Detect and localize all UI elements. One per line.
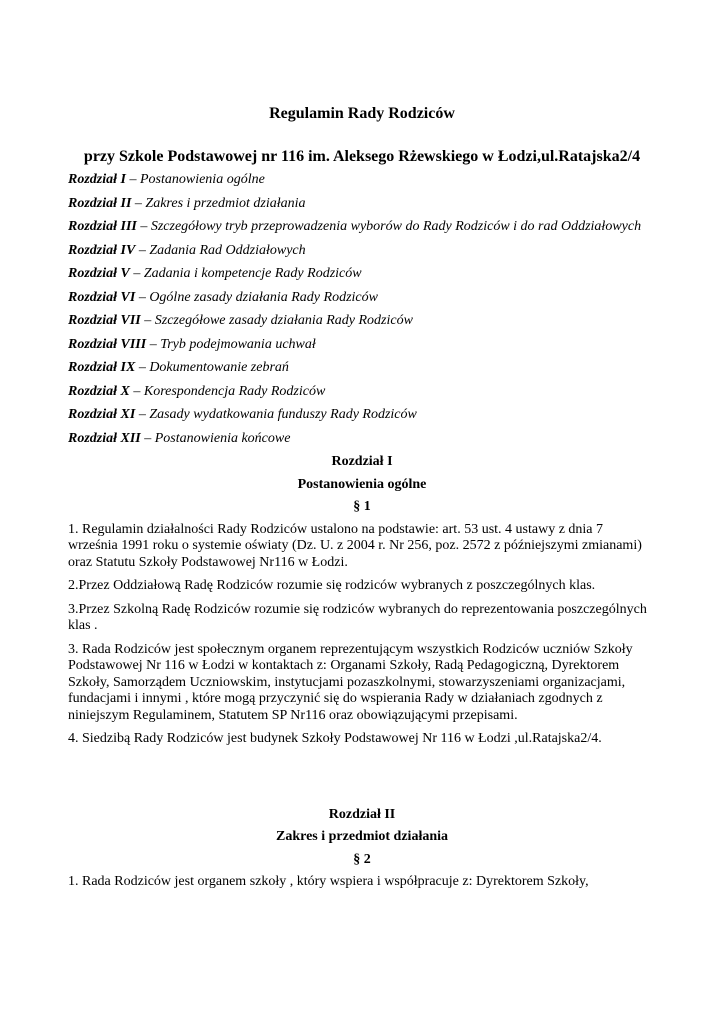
table-of-contents xyxy=(68,172,656,447)
toc-item: Rozdział VII – Szczegółowe zasady działania Rady Rodziców xyxy=(68,313,413,328)
toc-item: Rozdział IV – Zadania Rad Oddziałowych xyxy=(68,242,306,258)
spacer xyxy=(68,755,656,807)
toc-item: Rozdział XII – Postanowienia końcowe xyxy=(68,430,291,446)
chapter-heading: Rozdział I xyxy=(331,454,393,469)
paragraph: 3. Rada Rodziców jest społecznym organem reprezentującym wszystkich Rodziców uczniów Szkoły Podstawowej Nr 116 w Łodzi w kontaktach z: Organami Szkoły, Radą Pedagogiczną, Dyrektorem Szkoły, Samorządem Uczniowskim, instytucjami pozaszkolnymi, stowarzyszeniami organizacjami, fundacjami i innymi , które mogą przyczynić się do wspierania Rady w działaniach zgodnych z niniejszym Regulaminem, Statutem SP Nr116 oraz obowiązującymi przepisami. xyxy=(68,641,633,723)
paragraph: 1. Regulamin działalności Rady Rodziców ustalono na podstawie: art. 53 ust. 4 ustawy z dnia 7 września 1991 roku o systemie oświaty (Dz. U. z 2004 r. Nr 256, poz. 2572 z późniejszymi zmianami) oraz Statutu Szkoły Podstawowej Nr116 w Łodzi. xyxy=(68,521,642,570)
toc-item: Rozdział VI – Ogólne zasady działania Rady Rodziców xyxy=(68,289,378,305)
section-number: § 2 xyxy=(353,851,371,867)
chapter-heading: Rozdział II xyxy=(328,806,396,822)
document-page xyxy=(68,104,656,898)
toc-item: Rozdział III – Szczegółowy tryb przeprowadzenia wyborów do Rady Rodziców i do rad Oddziałowych xyxy=(68,219,642,234)
paragraph: 2.Przez Oddziałową Radę Rodziców rozumie się rodziców wybranych z poszczególnych klas. xyxy=(68,578,596,593)
toc-item: Rozdział IX – Dokumentowanie zebrań xyxy=(68,360,289,375)
paragraph: 4. Siedzibą Rady Rodziców jest budynek Szkoły Podstawowej Nr 116 w Łodzi ,ul.Ratajska2/4. xyxy=(68,731,602,746)
document-subtitle: przy Szkole Podstawowej nr 116 im. Aleksego Rżewskiego w Łodzi,ul.Ratajska2/4 xyxy=(83,148,641,165)
document-title: Regulamin Rady Rodziców xyxy=(269,105,455,122)
chapter-subheading: Postanowienia ogólne xyxy=(297,476,427,492)
toc-item: Rozdział VIII – Tryb podejmowania uchwał xyxy=(68,336,316,352)
chapter-1 xyxy=(68,454,656,748)
chapter-subheading: Zakres i przedmiot działania xyxy=(275,829,449,844)
toc-item: Rozdział X – Korespondencja Rady Rodziców xyxy=(68,383,326,399)
toc-item: Rozdział XI – Zasady wydatkowania funduszy Rady Rodziców xyxy=(68,407,417,422)
toc-item: Rozdział V – Zadania i kompetencje Rady Rodziców xyxy=(68,266,362,281)
paragraph: 1. Rada Rodziców jest organem szkoły , który wspiera i współpracuje z: Dyrektorem Szkoły, xyxy=(68,874,589,889)
section-number: § 1 xyxy=(353,499,371,514)
chapter-2 xyxy=(68,807,656,891)
paragraph: 3.Przez Szkolną Radę Rodziców rozumie się rodziców wybranych do reprezentowania poszczególnych klas . xyxy=(68,601,647,633)
toc-item: Rozdział II – Zakres i przedmiot działania xyxy=(68,195,306,211)
toc-item: Rozdział I – Postanowienia ogólne xyxy=(68,172,265,187)
